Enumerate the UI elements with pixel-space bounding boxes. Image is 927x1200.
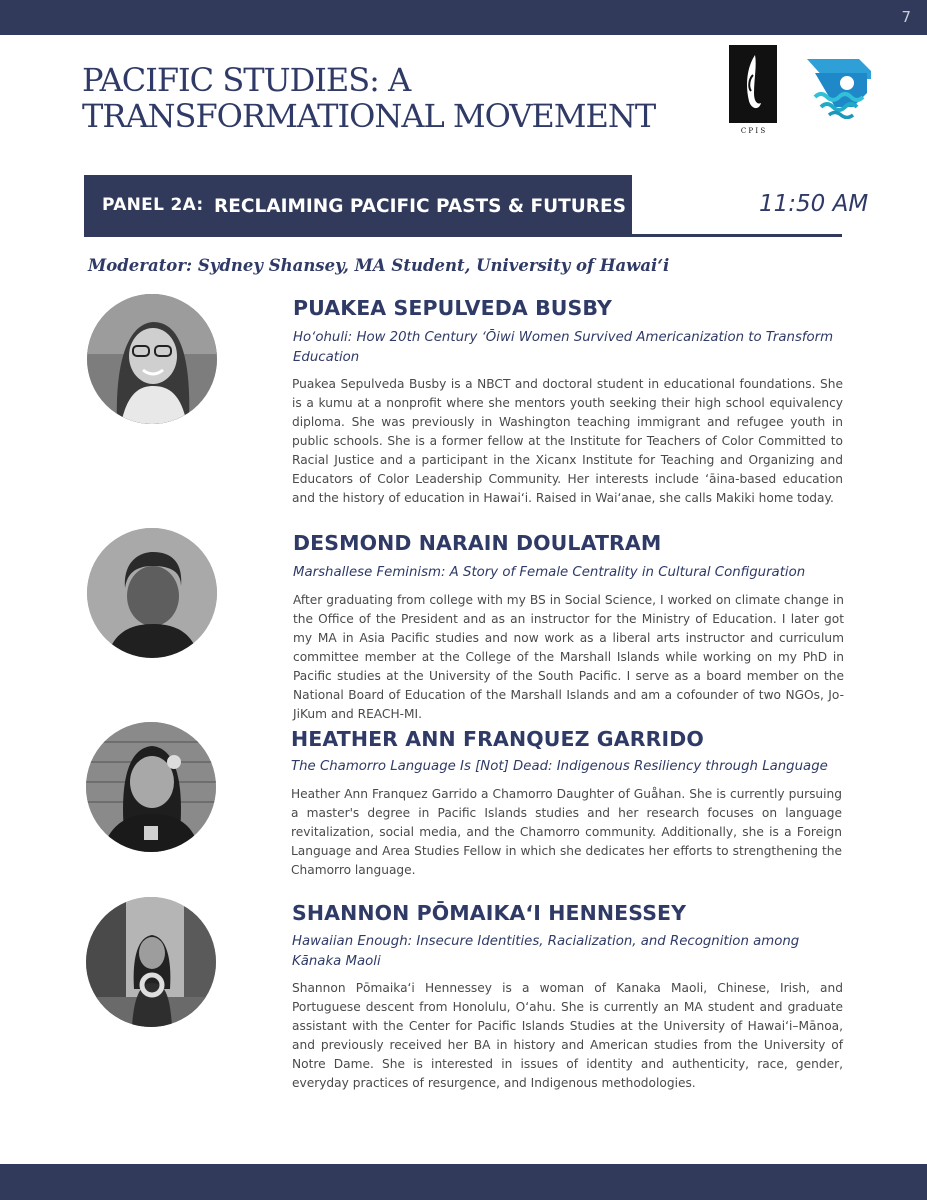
speaker-name: PUAKEA SEPULVEDA BUSBY: [293, 296, 612, 320]
panel-label: PANEL 2A:: [102, 195, 204, 215]
panel-time: 11:50 AM: [759, 191, 869, 217]
moderator-line: Moderator: Sydney Shansey, MA Student, University of Hawaiʻi: [88, 256, 670, 275]
talk-title: Marshallese Feminism: A Story of Female Centrality in Cultural Configuration: [293, 565, 806, 580]
wave-logo: [801, 57, 873, 119]
page-title-line-2: TRANSFORMATIONAL MOVEMENT: [82, 97, 656, 135]
speaker-photo-garrido: [86, 722, 216, 852]
speaker-bio: After graduating from college with my BS in Social Science, I worked on climate change in the Office of the President and as an instructor for the Ministry of Education. I later got my MA in Asia Pacific studies and now work as a liberal arts instructor and curriculum committee member at the College of the Marshall Islands while working on my PhD in Pacific studies at the University of the South Pacific. I serve as a board member on the National Board of Education of the Marshall Islands and am a cofounder of two NGOs, Jo-JiKum and REACH-MI.: [293, 593, 844, 721]
speaker-bio: Puakea Sepulveda Busby is a NBCT and doctoral student in educational foundations. She is a kumu at a nonprofit where she mentors youth seeking their high school equivalency diploma. She was previously in Washington teaching immigrant and refugee youth in public schools. She is a former fellow at the Institute for Teachers of Color Committed to Racial Justice and a participant in the Xicanx Institute for Teaching and Organizing and Educators of Color Leadership Community. Her interests include ʻāina-based education and the history of education in Hawaiʻi. Raised in Waiʻanae, she calls Makiki home today.: [292, 377, 843, 505]
panel-header: [84, 175, 632, 237]
panel-title: RECLAIMING PACIFIC PASTS & FUTURES: [214, 196, 626, 217]
speaker-bio: Shannon Pōmaikaʻi Hennessey is a woman of Kanaka Maoli, Chinese, Irish, and Portuguese descent from Honolulu, Oʻahu. She is currently an MA student and graduate assistant with the Center for Pacific Islands Studies at the University of Hawaiʻi–Mānoa, and previously received her BA in history and American studies from the University of Notre Dame. She is interested in issues of identity and authenticity, race, gender, everyday practices of resurgence, and Indigenous methodologies.: [292, 981, 843, 1090]
speaker-photo-hennessey: [86, 897, 216, 1027]
cpis-logo-text: C P I S: [740, 127, 766, 135]
speaker-photo-busby: [87, 294, 217, 424]
page-number: 7: [901, 8, 911, 26]
speaker-name: SHANNON PŌMAIKAʻI HENNESSEY: [292, 901, 687, 925]
top-bar: [0, 0, 927, 35]
talk-title: Hoʻohuli: How 20th Century ʻŌiwi Women Survived Americanization to Transform Education: [293, 330, 834, 365]
cpis-logo: [729, 45, 777, 135]
speaker-name: DESMOND NARAIN DOULATRAM: [293, 531, 662, 555]
speaker-bio: Heather Ann Franquez Garrido a Chamorro Daughter of Guåhan. She is currently pursuing a master's degree in Pacific Islands studies and her research focuses on language revitalization, social media, and the Chamorro community. Additionally, she is a Foreign Language and Area Studies Fellow in which she dedicates her efforts to strengthening the Chamorro language.: [291, 787, 842, 877]
talk-title: The Chamorro Language Is [Not] Dead: Indigenous Resiliency through Language: [291, 759, 828, 774]
speaker-name: HEATHER ANN FRANQUEZ GARRIDO: [291, 727, 704, 751]
panel-underline: [632, 234, 842, 237]
page-title: [82, 62, 655, 134]
talk-title: Hawaiian Enough: Insecure Identities, Racialization, and Recognition among Kānaka Maoli: [292, 934, 800, 969]
bottom-bar: [0, 1164, 927, 1200]
speaker-photo-doulatram: [87, 528, 217, 658]
page-title-line-1: PACIFIC STUDIES: A: [82, 61, 411, 99]
